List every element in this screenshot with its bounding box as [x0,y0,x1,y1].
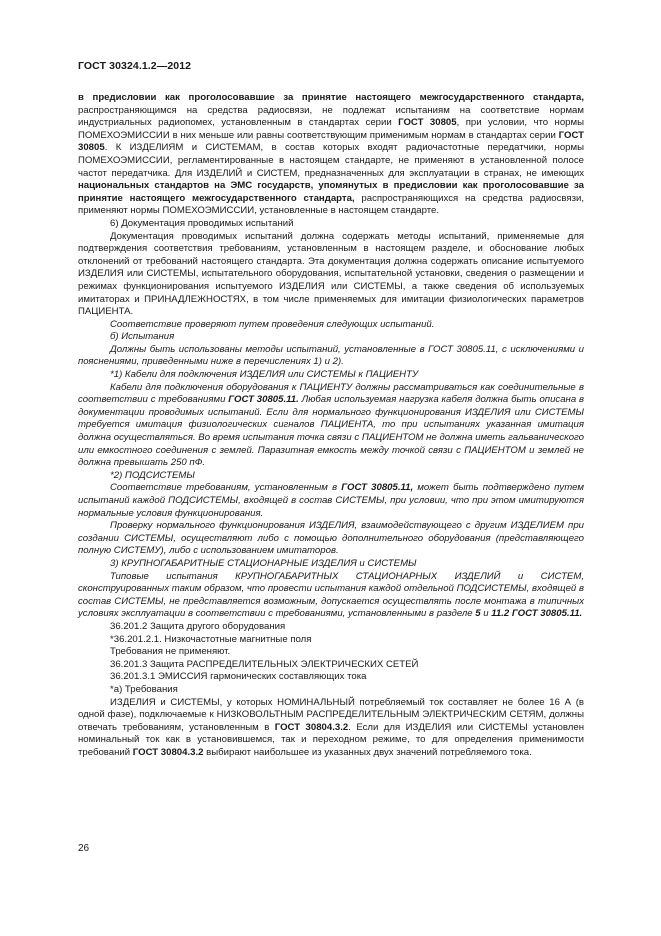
standard-reference: ГОСТ 30804.3.2 [132,746,204,758]
document-body [78,92,584,759]
text-fragment: . Если для ИЗДЕЛИЯ или СИСТЕМЫ установлен номинальный ток как в установившемся, так и переходном режиме, то для определения применимости требований [78,721,584,758]
standard-reference: 11.2 ГОСТ 30805.11. [491,608,583,620]
section-title-documentation: 6) Документация проводимых испытаний [110,217,294,229]
section-title-patient-cables: *1) Кабели для подключения ИЗДЕЛИЯ или СИСТЕМЫ к ПАЦИЕНТУ [110,369,419,381]
text-fragment: Кабели для подключения оборудования к ПАЦИЕНТУ должны рассматриваться как соединительные в соответствии с требованиями [78,381,584,406]
clause-36-201-3: 36.201.3 Защита РАСПРЕДЕЛИТЕЛЬНЫХ ЭЛЕКТРИЧЕСКИХ СЕТЕЙ [110,658,419,670]
text-fragment: может быть подтверждено путем испытаний каждой ПОДСИСТЕМЫ, входящей в состав СИСТЕМЫ, при условии, что при этом имитируются нормальные условия функционирования. [78,482,584,519]
paragraph-subsystems-check: Проверку нормального функционирования ИЗДЕЛИЯ, взаимодействующего с другим ИЗДЕЛИЕМ при создании СИСТЕМЫ, осуществляют либо с помощью дополнительного оборудования (представляющего полную СИСТЕМУ), либо с использованием имитаторов. [78,520,584,557]
paragraph-tests: Должны быть использованы методы испытаний, установленные в ГОСТ 30805.11, с исключениями и пояснениями, приведенными ниже в перечислениях 1) и 2). [78,343,584,368]
text-fragment: , при условии, что нормы ПОМЕХОЭМИССИИ в них меньше или равны соответствующим применимым нормам в стандартах серии [78,117,584,141]
text-fragment: Типовые испытания КРУПНОГАБАРИТНЫХ СТАЦИОНАРНЫХ ИЗДЕЛИЙ и СИСТЕМ, сконструированных таким образом, что провести испытания каждой отдельной ПОДСИСТЕМЫ, входящей в состав СИСТЕМЫ, не представляется возможным, допускается осуществлять после монтажа в типичных условиях эксплуатации в соответствии с требованиями, установленными в разделе [78,570,584,620]
text-fragment: выбирают наибольшее из указанных двух значений потребляемого тока. [203,746,532,758]
clause-36-201-3-1: 36.201.3.1 ЭМИССИЯ гармонических составляющих тока [110,671,367,683]
clause-36-201-2-1: *36.201.2.1. Низкочастотные магнитные поля [110,633,312,645]
text-fragment: . К ИЗДЕЛИЯМ и СИСТЕМАМ, в состав которых входят радиочастотные передатчики, нормы ПОМЕХОЭМИССИИ, регламентированные в настоящем стандарте, не применяют в установленной полосе частот передатчика. Для ИЗДЕЛИЙ и СИСТЕМ, предназначенных для эксплуатации в странах, не имеющих [78,142,584,179]
text-fragment: распространяющихся на средства радиосвязи, применяют нормы ПОМЕХОЭМИССИИ, установленные в настоящем стандарте. [78,192,584,217]
standard-reference: ГОСТ 30804.3.2 [274,721,349,733]
compliance-statement: Соответствие проверяют путем проведения следующих испытаний. [110,318,435,330]
paragraph-documentation: Документация проводимых испытаний должна содержать методы испытаний, применяемые для подтверждения соответствия требованиям, установленным в настоящем разделе, и обоснование любых отклонений от требований настоящего стандарта. Эта документация должна содержать описание испытуемого ИЗДЕЛИЯ или СИСТЕМЫ, испытательного оборудования, испытательной установки, сведения о размещении и режимах функционирования испытуемого ИЗДЕЛИЯ или СИСТЕМЫ, а также сведения об используемых имитаторах и ПРИНАДЛЕЖНОСТЯХ, в том числе применяемых для имитации физиологических параметров ПАЦИЕНТА. [78,230,584,318]
bold-fragment: в предисловии как проголосовавшие за принятие настоящего межгосударственного стандарта, [78,92,584,103]
standard-reference: ГОСТ 30805 [78,129,584,154]
text-fragment: Соответствие требованиям, установленным в [110,482,342,494]
page-number: 26 [78,843,90,854]
text-fragment: ИЗДЕЛИЯ и СИСТЕМЫ, у которых НОМИНАЛЬНЫЙ потребляемый ток составляет не более 16 А (в одной фазе), подключаемые к НИЗКОВОЛЬТНЫМ РАСПРЕДЕЛИТЕЛЬНЫМ ЭЛЕКТРИЧЕСКИМ СЕТЯМ, должны отвечать требованиям, установленным в [78,696,584,733]
paragraph-continuation [78,92,584,218]
bold-fragment: национальных стандартов на ЭМС государств, упомянутых в предисловии как проголосовавшие за принятие настоящего межгосударственного стандарта, [78,180,584,204]
section-title-subsystems: *2) ПОДСИСТЕМЫ [110,469,195,481]
paragraph-patient-cables [78,382,584,470]
paragraph-large-equipment [78,571,584,621]
clause-requirements-not-applied: Требования не применяют. [110,646,231,658]
section-title-tests: б) Испытания [110,331,175,343]
paragraph-harmonics [78,697,584,760]
clause-requirements: *а) Требования [110,683,178,695]
clause-36-201-2: 36.201.2 Защита другого оборудования [110,620,286,632]
text-fragment: и [480,608,492,620]
standard-reference: ГОСТ 30805.11. [228,394,299,406]
standard-reference: ГОСТ 30805.11, [341,482,414,494]
section-reference: 5 [475,608,481,620]
document-header: ГОСТ 30324.1.2—2012 [78,60,192,72]
paragraph-subsystems [78,482,584,520]
standard-reference: ГОСТ 30805 [398,117,457,129]
section-title-large-equipment: 3) КРУПНОГАБАРИТНЫЕ СТАЦИОНАРНЫЕ ИЗДЕЛИЯ и СИСТЕМЫ [110,557,417,569]
text-fragment: распространяющимся на средства радиосвязи, не подлежат испытаниям на соответствие нормам индустриальных радиопомех, установленным в стандартах серии [78,104,584,129]
text-fragment: Любая используемая нагрузка кабеля должна быть описана в документации проводимых испытаний. Если для нормального функционирования ИЗДЕЛИЯ или СИСТЕМЫ требуется имитация физиологических сигналов ПАЦИЕНТА, то при испытаниях указанная имитация должна осуществляться. Во время испытания точка связи с ПАЦИЕНТОМ не должна иметь гальванического или емкостного соединения с землей. Паразитная емкость между точкой связи с ПАЦИЕНТОМ и землей не должна превышать 250 пФ. [78,394,585,469]
